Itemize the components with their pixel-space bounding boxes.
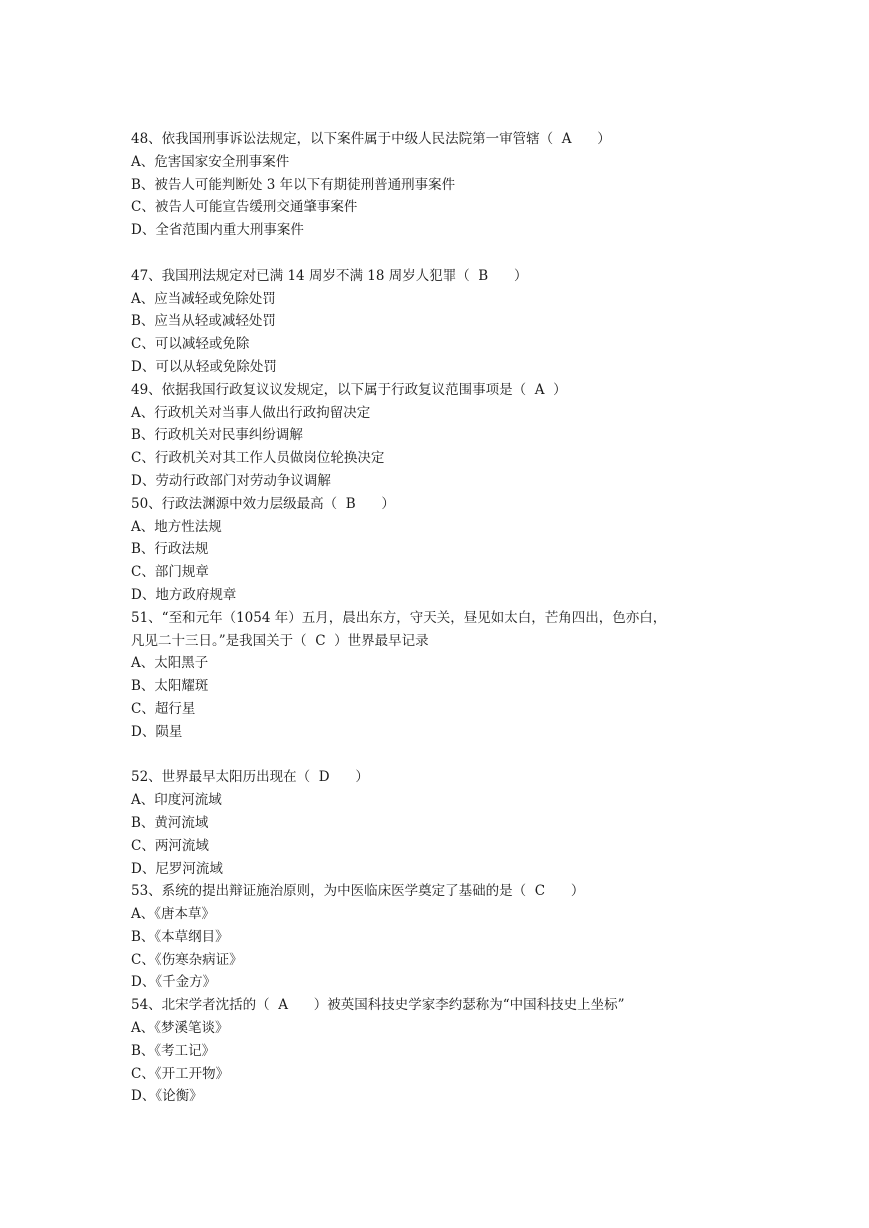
question-52-option-a: A、印度河流域 [131,792,222,809]
question-47-option-d: D、可以从轻或免除处罚 [131,358,277,375]
question-51-option-c: C、超行星 [131,700,196,717]
question-50-option-c: C、部门规章 [131,564,209,581]
blank-line [131,744,751,767]
question-48-option-c: C、被告人可能宣告缓刑交通肇事案件 [131,199,358,216]
question-47-option-c: C、可以减轻或免除 [131,336,250,353]
question-49-stem: 49、依据我国行政复议议发规定，以下属于行政复议范围事项是（ A ） [131,381,567,398]
question-51-option-a: A、太阳黑子 [131,655,209,672]
question-52-stem: 52、世界最早太阳历出现在（ D ） [131,769,369,786]
question-54-stem: 54、北宋学者沈括的（ A ）被英国科技史学家李约瑟称为“中国科技史上坐标” [131,997,625,1014]
question-52-option-b: B、黄河流域 [131,814,209,831]
question-50-stem: 50、行政法渊源中效力层级最高（ B ） [131,495,395,512]
question-54-option-a: A、《梦溪笔谈》 [131,1020,229,1037]
question-49-option-a: A、行政机关对当事人做出行政拘留决定 [131,404,371,421]
question-54-option-b: B、《考工记》 [131,1042,216,1059]
question-50-option-a: A、地方性法规 [131,518,222,535]
question-49-option-c: C、行政机关对其工作人员做岗位轮换决定 [131,450,385,467]
question-47-option-b: B、应当从轻或减轻处罚 [131,313,276,330]
question-51-stem-line-2: 凡见二十三日。”是我国关于（ C ）世界最早记录 [131,632,429,649]
question-52-option-c: C、两河流域 [131,837,209,854]
question-48-option-a: A、危害国家安全刑事案件 [131,153,290,170]
question-47-stem: 47、我国刑法规定对已满 14 周岁不满 18 周岁人犯罪（ B ） [131,267,528,284]
question-49-option-d: D、劳动行政部门对劳动争议调解 [131,472,331,489]
question-48-stem: 48、依我国刑事诉讼法规定，以下案件属于中级人民法院第一审管辖（ A ） [131,131,611,147]
question-list [131,128,751,1108]
question-50-option-b: B、行政法规 [131,541,209,558]
question-54-option-c: C、《开工开物》 [131,1065,230,1082]
question-53-option-d: D、《千金方》 [131,974,217,991]
question-50-option-d: D、地方政府规章 [131,586,237,603]
question-53-option-b: B、《本草纲目》 [131,928,229,945]
question-47-option-a: A、应当减轻或免除处罚 [131,290,276,307]
question-48-option-b: B、被告人可能判断处 3 年以下有期徒刑普通刑事案件 [131,176,456,193]
question-51-option-b: B、太阳耀斑 [131,678,209,695]
question-48-option-d: D、全省范围内重大刑事案件 [131,222,304,239]
question-53-option-c: C、《伤寒杂病证》 [131,951,243,968]
question-53-option-a: A、《唐本草》 [131,906,215,923]
question-53-stem: 53、系统的提出辩证施治原则，为中医临床医学奠定了基础的是（ C ） [131,883,585,900]
question-51-stem-line-1: 51、“至和元年（1054 年）五月，晨出东方，守天关，昼见如太白，芒角四出，色亦白， [131,609,667,626]
blank-line [131,242,751,265]
question-49-option-b: B、行政机关对民事纠纷调解 [131,427,303,444]
question-51-option-d: D、陨星 [131,723,183,740]
question-52-option-d: D、尼罗河流域 [131,860,223,877]
question-54-option-d: D、《论衡》 [131,1088,203,1105]
